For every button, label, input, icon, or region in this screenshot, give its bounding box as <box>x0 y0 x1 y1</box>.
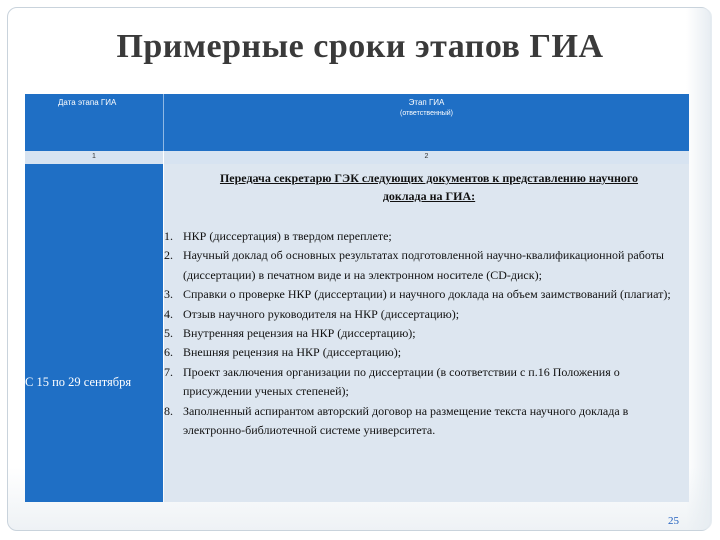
documents-list <box>164 227 689 440</box>
list-item <box>164 402 689 441</box>
header-cell-date <box>25 94 164 151</box>
list-item-number: 7. <box>164 364 173 379</box>
list-item-text: Внутренняя рецензия на НКР (диссертацию); <box>183 326 416 341</box>
header-date-label: Дата этапа ГИА <box>58 98 117 107</box>
stage-heading-line2: доклада на ГИА: <box>382 189 476 203</box>
column-number-1: 1 <box>92 153 96 160</box>
list-item <box>164 285 689 304</box>
date-cell <box>25 164 163 502</box>
list-item-text: НКР (диссертация) в твердом переплете; <box>183 229 392 243</box>
column-number-2: 2 <box>424 153 429 160</box>
list-item-number: 2. <box>164 248 173 263</box>
header-stage-label: Этап ГИА <box>408 98 445 107</box>
list-item-number: 4. <box>164 306 173 321</box>
list-item-number: 3. <box>164 287 173 302</box>
stage-cell <box>164 164 689 502</box>
header-responsible-label: (ответственный) <box>400 110 453 117</box>
stage-heading <box>174 169 684 205</box>
list-item-text: Проект заключения организации по диссертации (в соответствии с п.16 Положения о присуждении ученых степеней); <box>183 364 620 399</box>
slide-title: Примерные сроки этапов ГИА <box>116 28 604 65</box>
page-number: 25 <box>668 515 679 527</box>
list-item <box>164 246 689 285</box>
list-item-number: 6. <box>164 345 173 360</box>
list-item-text: Научный доклад об основных результатах подготовленной научно-квалификационной работы (диссертации) в печатном виде и на электронном носителе (CD-диск); <box>183 248 664 282</box>
list-item-text: Заполненный аспирантом авторский договор на размещение текста научного доклада в электронно-библиотечной системе университета. <box>183 403 629 438</box>
slide-decoration <box>686 8 712 530</box>
list-item-text: Справки о проверке НКР (диссертации) и научного доклада на объем заимствований (плагиат); <box>183 287 671 302</box>
list-item <box>164 227 689 246</box>
list-item <box>164 343 689 362</box>
list-item-number: 1. <box>164 229 173 243</box>
table-header <box>25 94 689 151</box>
stage-date: С 15 по 29 сентября <box>25 375 132 389</box>
list-item <box>164 305 689 324</box>
list-item <box>164 363 689 402</box>
list-item-text: Отзыв научного руководителя на НКР (диссертацию); <box>183 306 460 321</box>
list-item-number: 8. <box>164 403 173 418</box>
list-item-text: Внешняя рецензия на НКР (диссертацию); <box>183 345 402 360</box>
list-item <box>164 324 689 343</box>
list-item-number: 5. <box>164 326 173 341</box>
header-cell-stage <box>164 94 689 151</box>
column-number-row <box>25 151 689 164</box>
stage-heading-line1: Передача секретарю ГЭК следующих документов к представлению научного <box>219 171 639 185</box>
